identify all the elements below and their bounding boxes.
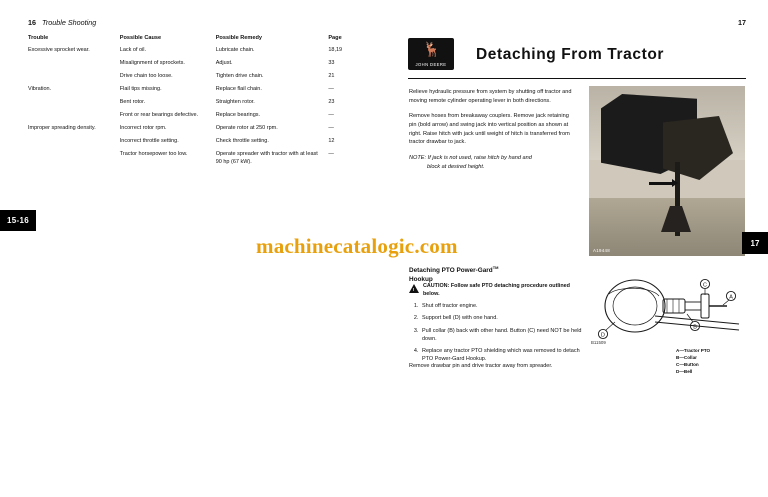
closing-paragraph: Remove drawbar pin and drive tractor away from spreader. [409,363,553,369]
section-tab-right: 17 [742,232,768,254]
table-row [28,112,368,125]
trouble-shooting-table [28,34,368,172]
hitch-jack-photo [589,86,745,256]
warning-triangle-icon [409,284,419,293]
cell-page: 33 [328,60,335,67]
cell-remedy: Replace flail chain. [215,86,262,93]
cell-cause: Lack of oil. [119,47,147,54]
right-page-number: 17 [738,18,746,27]
section-heading-line1: Detaching PTO Power-Gard [409,267,493,275]
pto-diagram-svg [589,272,745,346]
column-header-trouble: Trouble [28,35,49,41]
list-item: 3. Pull collar (B) back with other hand. Button (C) need NOT be held down. [420,327,592,344]
watermark: machinecatalogic.com [256,234,458,258]
table-row [28,73,368,86]
cell-remedy: Operate rotor at 250 rpm. [215,124,278,131]
logo-text: JOHN DEERE [415,62,447,67]
svg-text:A: A [729,294,733,301]
cell-cause: Incorrect throttle setting. [119,137,179,144]
note-text-continued: block at desired height. [427,163,485,170]
cell-remedy: Adjust. [215,60,233,67]
cell-remedy: Tighten drive chain. [215,73,264,80]
photo-machine-frame [663,116,733,180]
photo-callout-arrow-icon [649,182,673,185]
svg-text:B: B [693,324,697,331]
cell-cause: Tractor horsepower too low. [119,150,188,157]
table-row [28,125,368,138]
column-header-page: Page [328,35,342,41]
procedure-steps [409,302,592,368]
note-paragraph [409,154,577,171]
cell-remedy: Straighten rotor. [215,98,255,105]
table-row [28,138,368,151]
cell-trouble [28,99,120,112]
list-item: 1. Shut off tractor engine. [420,302,592,310]
pto-hookup-diagram [589,272,745,346]
cell-page: 12 [328,137,335,144]
legend-item: A—Tractor PTO [676,348,711,353]
column-header-remedy: Possible Remedy [215,35,263,41]
note-text: If jack is not used, raise hitch by hand and [427,154,532,161]
table-header-row [28,34,368,47]
cell-trouble: Improper spreading density. [28,124,96,131]
cell-trouble: Excessive sprocket wear. [28,47,90,54]
cell-page: — [328,124,334,131]
table-row [28,60,368,73]
diagram-legend [676,348,710,376]
left-page-header [28,18,96,27]
caution-block [409,283,579,298]
running-head: Trouble Shooting [42,18,97,27]
note-label: NOTE: [409,154,427,161]
column-header-cause: Possible Cause [119,35,162,41]
cell-trouble [28,73,120,86]
svg-text:C: C [703,282,707,289]
title-divider [408,78,746,79]
cell-remedy: Lubricate chain. [215,47,255,54]
cell-cause: Flail tips missing. [119,86,162,93]
figure-caption-bottom: B11509 [591,340,606,345]
paragraph-2: Remove hoses from breakaway couplers. Remove jack retaining pin (bold arrow) and swing jack into vertical position as shown at right. Raise hitch with jack until weight of hitch is transferred from tractor drawbar to jack. [409,113,570,146]
cell-remedy: Replace bearings. [215,111,261,118]
cell-cause: Incorrect rotor rpm. [119,124,167,131]
cell-trouble [28,60,120,73]
list-item: 4. Replace any tractor PTO shielding which was removed to detach PTO Power-Gard Hookup. [420,347,592,364]
table-row [28,47,368,60]
caution-label: CAUTION: [423,283,450,289]
cell-remedy: Check throttle setting. [215,137,269,144]
cell-page: 23 [328,98,335,105]
trademark-symbol: TM [492,265,499,270]
table-row [28,151,368,172]
cell-page: 18,19 [328,47,343,54]
caution-text [409,283,579,298]
paragraph-1: Relieve hydraulic pressure from system by shutting off tractor and moving remote cylinder operating lever in both directions. [409,89,572,104]
cell-trouble: Vibration. [28,86,52,93]
cell-trouble [28,138,120,151]
cell-trouble [28,151,120,172]
intro-text-column [409,88,577,178]
legend-item: C—Button [676,361,699,367]
cell-cause: Front or rear bearings defective. [119,111,199,118]
legend-item: D—Bell [676,368,693,374]
section-heading [409,265,579,284]
caution-body: Follow safe PTO detaching procedure outlined below. [423,283,570,297]
table-row [28,99,368,112]
deer-icon: 🦌 [423,41,441,57]
john-deere-logo [408,38,454,70]
cell-cause: Drive chain too loose. [119,73,173,80]
table-row [28,86,368,99]
cell-trouble [28,112,120,125]
cell-remedy: Operate spreader with tractor with at least 90 hp (67 kW). [215,150,318,165]
list-item: 2. Support bell (D) with one hand. [420,314,592,322]
cell-cause: Misalignment of sprockets. [119,60,185,67]
page-title: Detaching From Tractor [476,46,665,63]
cell-cause: Bent rotor. [119,98,146,105]
cell-page: 21 [328,73,335,80]
figure-caption: A19448 [593,248,610,253]
cell-page: — [328,150,334,157]
section-tab-left: 15-16 [0,210,36,231]
cell-page: — [328,111,334,118]
cell-page: — [328,86,334,93]
section-heading-line2: Hookup [409,275,433,283]
left-page-number: 16 [28,18,36,27]
legend-item: B—Collar [676,354,697,360]
svg-text:D: D [601,332,605,339]
